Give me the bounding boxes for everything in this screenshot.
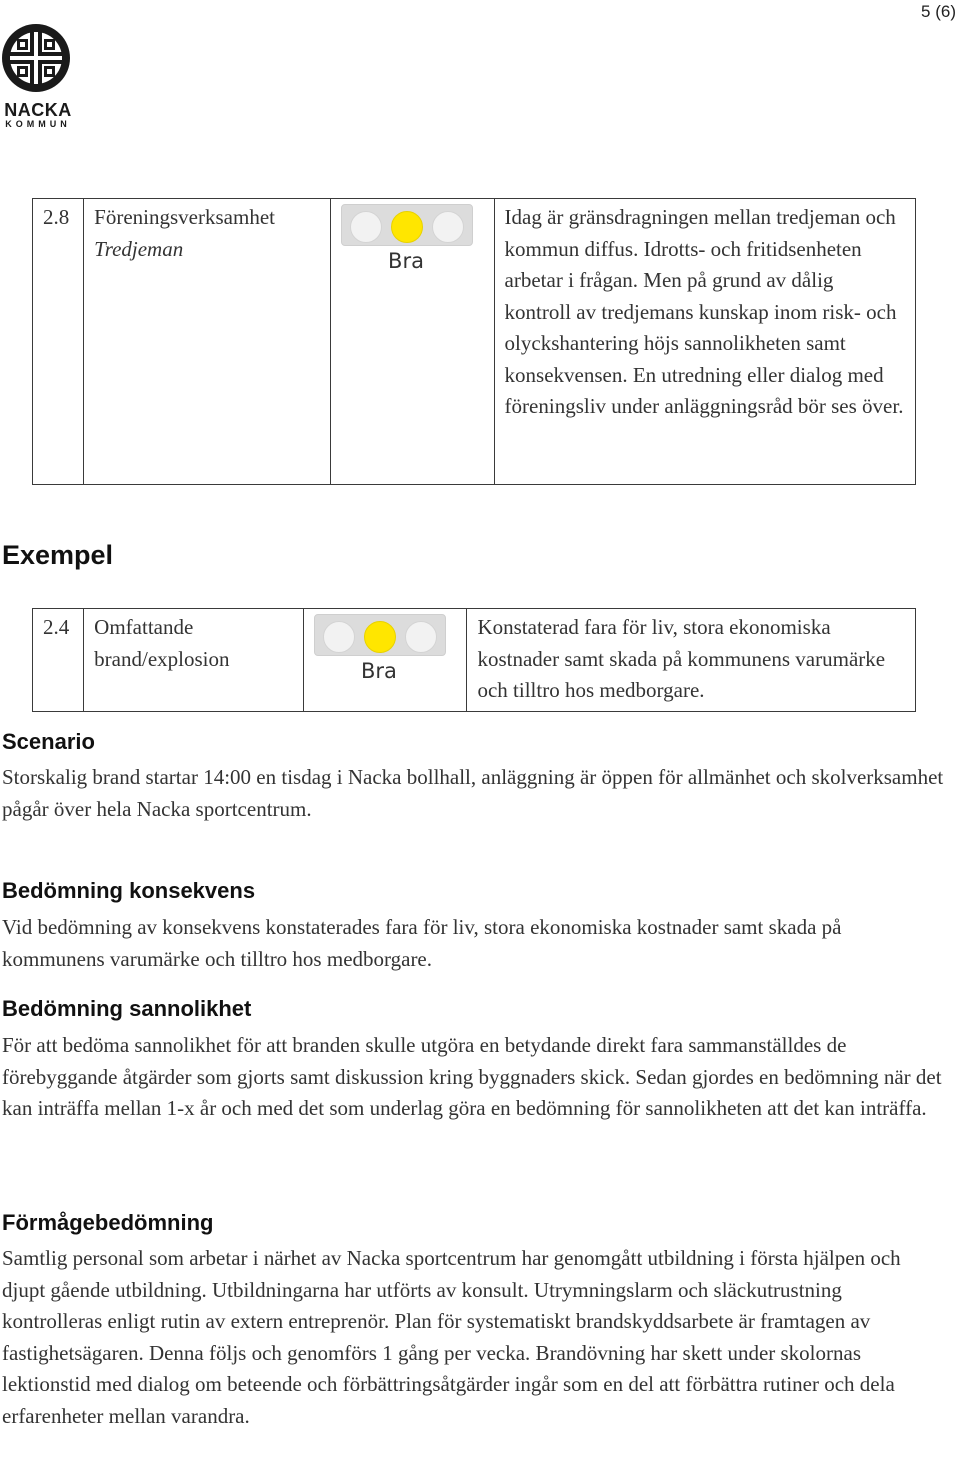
rating-cell (303, 609, 467, 712)
rating-cell (331, 199, 495, 485)
logo-line1: NACKA (4, 100, 72, 120)
sannolikhet-text: För att bedöma sannolikhet för att branden skulle utgöra en betydande direkt fara sammanställdes de förebyggande åtgärder som gjorts samt diskussion kring byggnaders skick. Sedan gjordes en bedömning när det kan inträffa mellan 1-x år och med det som underlag göra en bedömning för sannolikheten att det kan inträffa. (2, 1033, 942, 1120)
formaga-heading: Förmågebedömning (2, 1210, 214, 1235)
risk-title: Föreningsverksamhet (94, 205, 275, 229)
light-right (405, 621, 437, 653)
risk-number: 2.8 (33, 199, 84, 485)
example-heading: Exempel (2, 540, 114, 570)
nacka-logo (0, 20, 78, 129)
sannolikhet-heading: Bedömning sannolikhet (2, 996, 252, 1021)
konsekvens-text: Vid bedömning av konsekvens konstaterades fara för liv, stora ekonomiska kostnader samt skada på kommunens varumärke och tilltro hos medborgare. (2, 915, 842, 971)
logo-wordmark (0, 101, 76, 129)
light-yellow (391, 211, 423, 243)
page-number: 5 (6) (921, 2, 956, 21)
traffic-light-bar (314, 614, 446, 656)
logo-line2: KOMMUN (5, 119, 71, 129)
scenario-heading: Scenario (2, 729, 95, 754)
risk-description: Idag är gränsdragningen mellan tredjeman och kommun diffus. Idrotts- och fritidsenheten arbetar i frågan. Men på grund av dålig kontroll av tredjemans kunskap inom risk- och olyckshantering höjs sannolikheten samt konsekvensen. En utredning eller dialog med föreningsliv under anläggningsråd bör ses över. (494, 199, 915, 485)
konsekvens-heading: Bedömning konsekvens (2, 878, 256, 903)
risk-title-cell (84, 199, 331, 485)
risk-subtitle: Tredjeman (94, 236, 184, 261)
risk-description: Konstaterad fara för liv, stora ekonomiska kostnader samt skada på kommunens varumärke och tilltro hos medborgare. (467, 609, 916, 712)
risk-number: 2.4 (33, 609, 84, 712)
formaga-text: Samtlig personal som arbetar i närhet av Nacka sportcentrum har genomgått utbildning i första hjälpen och djupt gående utbildning. Utbildningarna har utförts av konsult. Utrymningslarm och släckutrustning kontrolleras enligt rutin av extern entreprenör. Plan för systematiskt brandskyddsarbete är framtagen av fastighetsägaren. Denna följs och genomförs 1 gång per vecka. Brandövning har skett under skolornas lektionstid med dialog om beteende och förbättringsåtgärder ingår som en del att förbättra rutiner och dela erfarenheter mellan varandra. (2, 1246, 901, 1428)
table-row (33, 199, 916, 485)
rating-label: Bra (388, 249, 424, 273)
traffic-light-bar (341, 204, 473, 246)
traffic-light-icon (314, 612, 446, 682)
scenario-text: Storskalig brand startar 14:00 en tisdag i Nacka bollhall, anläggning är öppen för allmänhet och skolverksamhet pågår över hela Nacka sportcentrum. (2, 765, 944, 821)
light-yellow (364, 621, 396, 653)
risk-table-1 (32, 198, 916, 485)
risk-title: Omfattande brand/explosion (84, 609, 304, 712)
light-left (323, 621, 355, 653)
table-row (33, 609, 916, 712)
risk-table-2 (32, 608, 916, 712)
traffic-light-icon (341, 202, 473, 272)
light-right (432, 211, 464, 243)
light-left (350, 211, 382, 243)
rating-label: Bra (360, 659, 397, 683)
nacka-emblem-icon (0, 20, 76, 96)
